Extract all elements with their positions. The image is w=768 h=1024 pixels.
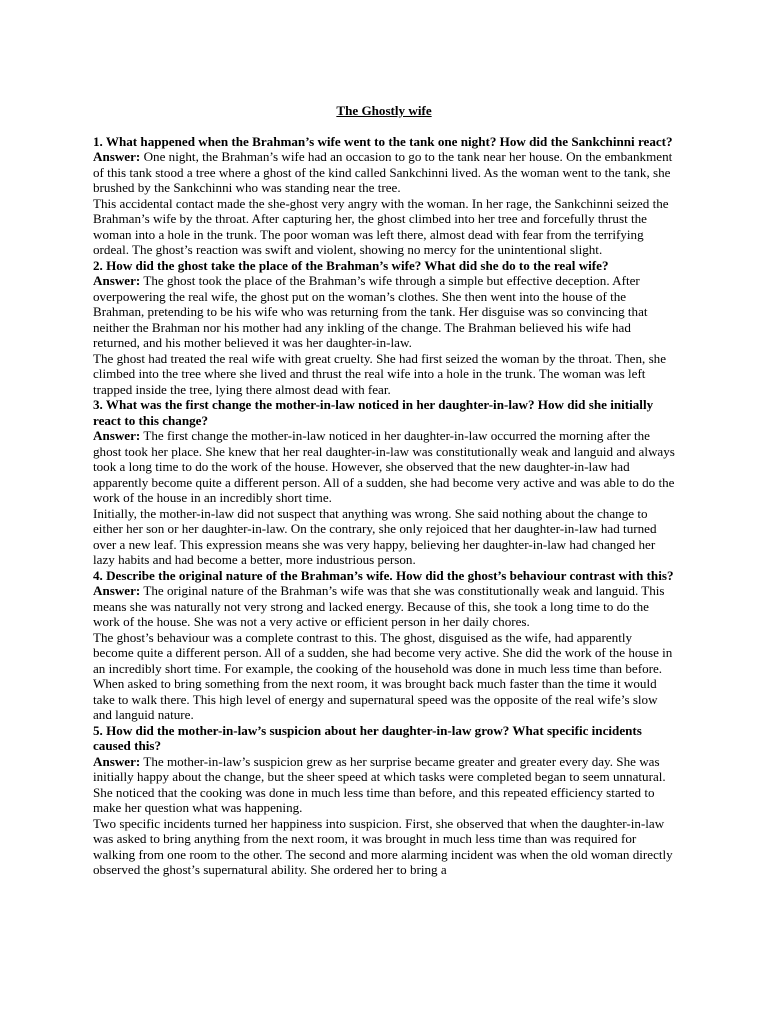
answer-1-text: One night, the Brahman’s wife had an occasion to go to the tank near her house. On the embankment of this tank stood a tree where a ghost of the kind called Sankchinni lived. As the woman went to the tank, she brushed by the Sankchinni who was standing near the tree. (93, 149, 673, 195)
answer-2 (93, 273, 675, 351)
answer-label: Answer: (93, 273, 141, 288)
answer-label: Answer: (93, 149, 141, 164)
answer-label: Answer: (93, 753, 141, 769)
answer-3 (93, 428, 675, 506)
answer-1-continued: This accidental contact made the she-ghost very angry with the woman. In her rage, the Sankchinni seized the Brahman’s wife by the throat. After capturing her, the ghost climbed into her tree and forcefully thrust the woman into a hole in the trunk. The poor woman was left there, almost dead with fear from the terrifying ordeal. The ghost’s reaction was swift and violent, showing no mercy for the unintentional slight. (93, 195, 669, 257)
answer-label: Answer: (93, 583, 141, 598)
answer-5-text: The mother-in-law’s suspicion grew as her surprise became greater and greater every day. She was initially happy about the change, but the sheer speed at which tasks were completed began to seem unnatural. She noticed that the cooking was done in much less time than before, and this repeated efficiency started to make her question what was happening. (93, 753, 666, 815)
question-1: 1. What happened when the Brahman’s wife went to the tank one night? How did the Sankchinni react? (93, 133, 673, 149)
answer-3-text: The first change the mother-in-law noticed in her daughter-in-law occurred the morning after the ghost took her place. She knew that her real daughter-in-law was constitutionally weak and languid and always took a long time to do the work of the house. However, she observed that the new daughter-in-law had apparently become quite a different person. All of a sudden, she had become very active and was able to do the work of the house in an incredibly short time. (93, 428, 675, 505)
document-page (93, 103, 675, 878)
answer-1 (93, 149, 675, 196)
answer-3-continued: Initially, the mother-in-law did not suspect that anything was wrong. She said nothing about the change to either her son or her daughter-in-law. On the contrary, she only rejoiced that her daughter-in-law had turned over a new leaf. This expression means she was very happy, believing her daughter-in-law had changed her lazy habits and had become a better, more industrious person. (93, 505, 657, 567)
question-5: 5. How did the mother-in-law’s suspicion about her daughter-in-law grow? What specific incidents caused this? (93, 722, 642, 753)
document-title: The Ghostly wife (336, 103, 432, 118)
question-3: 3. What was the first change the mother-in-law noticed in her daughter-in-law? How did she initially react to this change? (93, 397, 654, 428)
answer-4-continued: The ghost’s behaviour was a complete contrast to this. The ghost, disguised as the wife, had apparently become quite a different person. All of a sudden, she had become very active. She did the work of the house in an incredibly short time. For example, the cooking of the household was done in much less time than before. When asked to bring something from the next room, it was brought back much faster than the time it would take to walk there. This high level of energy and supernatural speed was the opposite of the real wife’s slow and languid nature. (93, 629, 673, 722)
answer-5-continued: Two specific incidents turned her happiness into suspicion. First, she observed that when the daughter-in-law was asked to bring anything from the next room, it was brought in much less time than was required for walking from one room to the other. The second and more alarming incident was when the old woman directly observed the ghost’s supernatural ability. She ordered her to bring a (93, 815, 673, 877)
answer-label: Answer: (93, 428, 141, 443)
answer-4-text: The original nature of the Brahman’s wife was that she was constitutionally weak and languid. This means she was naturally not very strong and lacked energy. Because of this, she took a long time to do the work of the house. She was not a very active or efficient person in her daily chores. (93, 583, 665, 629)
answer-4 (93, 583, 675, 630)
answer-2-continued: The ghost had treated the real wife with great cruelty. She had first seized the woman by the throat. Then, she climbed into the tree where she lived and thrust the real wife into a hole in the trunk. The woman was left trapped inside the tree, lying there almost dead with fear. (93, 350, 667, 397)
answer-2-text: The ghost took the place of the Brahman’s wife through a simple but effective deception. After overpowering the real wife, the ghost put on the woman’s clothes. She then went into the house of the Brahman, pretending to be his wife who was returning from the tank. Her disguise was so convincing that neither the Brahman nor his mother had any inkling of the change. The Brahman believed his wife had returned, and his mother believed it was her daughter-in-law. (93, 273, 648, 350)
answer-5 (93, 754, 675, 816)
question-2: 2. How did the ghost take the place of the Brahman’s wife? What did she do to the real wife? (93, 257, 609, 273)
question-4: 4. Describe the original nature of the Brahman’s wife. How did the ghost’s behaviour contrast with this? (93, 567, 674, 583)
